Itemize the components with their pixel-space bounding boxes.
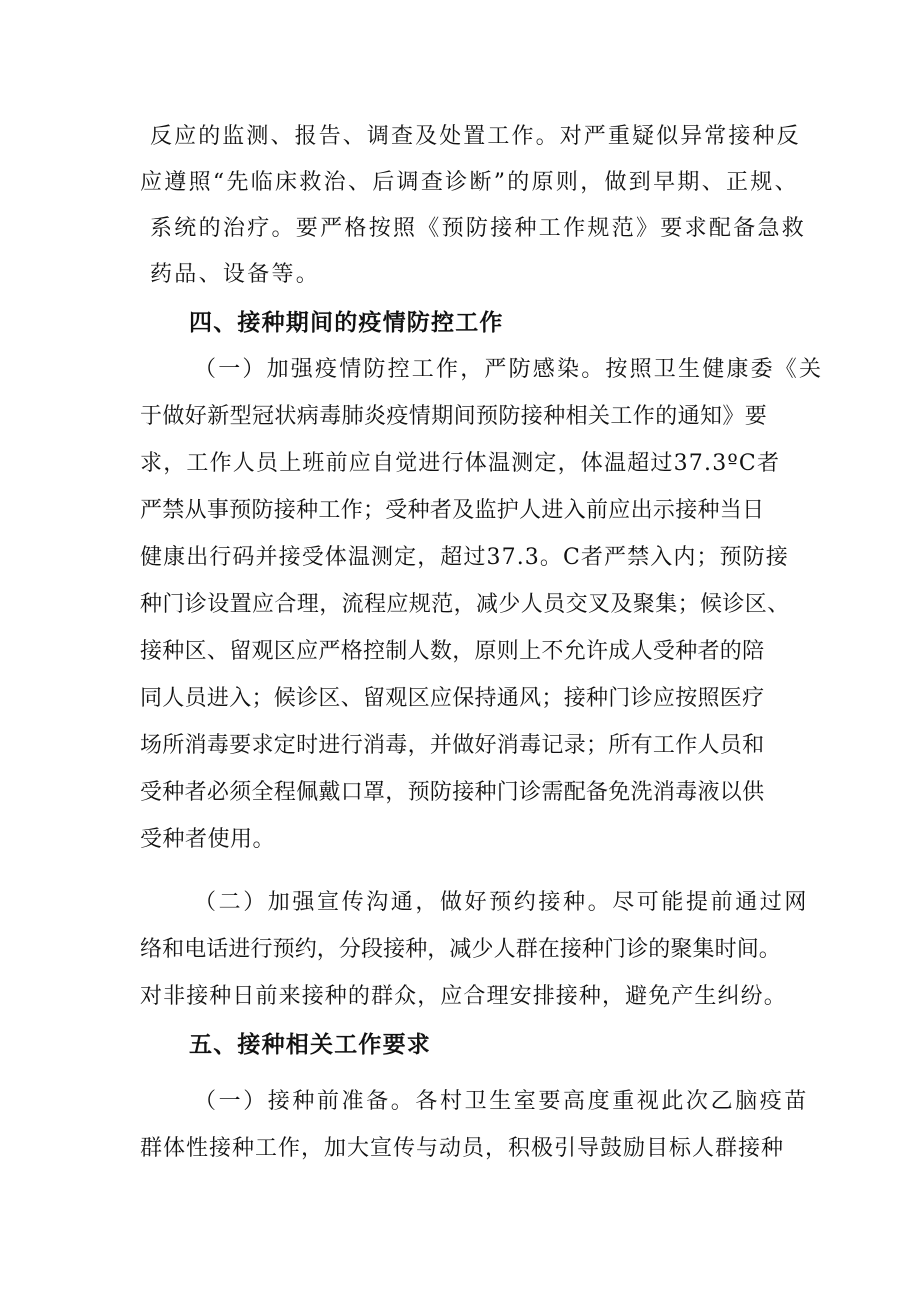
paragraph-line: 求，工作人员上班前应自觉进行体温测定，体温超过37.3ºC者 [140, 451, 781, 476]
paragraph-line: 种门诊设置应合理，流程应规范，减少人员交叉及聚集；候诊区、 [140, 592, 790, 617]
paragraph-line: 接种区、留观区应严格控制人数，原则上不允许成人受种者的陪 [140, 639, 765, 664]
paragraph-line: 应遵照“先临床救治、后调查诊断”的原则，做到早期、正规、 [140, 170, 799, 195]
paragraph-line: 系统的治疗。要严格按照《预防接种工作规范》要求配备急救 [150, 216, 807, 241]
paragraph-line: 健康出行码并接受体温测定，超过37.3。C者严禁入内；预防接 [140, 545, 789, 570]
section-heading: 五、接种相关工作要求 [189, 1032, 431, 1058]
paragraph-line: 场所消毒要求定时进行消毒，并做好消毒记录；所有工作人员和 [140, 733, 765, 758]
paragraph-line: 受种者必须全程佩戴口罩，预防接种门诊需配备免洗消毒液以供 [140, 780, 765, 805]
paragraph-line: 群体性接种工作，加大宣传与动员，积极引导鼓励目标人群接种 [140, 1136, 785, 1161]
paragraph-line: （一）加强疫情防控工作，严防感染。按照卫生健康委《关 [194, 357, 824, 382]
paragraph-line: 于做好新型冠状病毒肺炎疫情期间预防接种相关工作的通知》要 [140, 404, 768, 429]
paragraph-line: 对非接种日前来接种的群众，应合理安排接种，避免产生纠纷。 [140, 984, 787, 1009]
paragraph-line: 严禁从事预防接种工作；受种者及监护人进入前应出示接种当日 [140, 498, 765, 523]
paragraph-line: 药品、设备等。 [150, 262, 321, 287]
paragraph-line: （一）接种前准备。各村卫生室要高度重视此次乙脑疫苗 [194, 1089, 810, 1114]
paragraph-line: 反应的监测、报告、调查及处置工作。对严重疑似异常接种反 [150, 124, 801, 149]
paragraph-line: （二）加强宣传沟通，做好预约接种。尽可能提前通过网 [194, 890, 810, 915]
paragraph-line: 络和电话进行预约，分段接种，减少人群在接种门诊的聚集时间。 [140, 937, 781, 962]
section-heading: 四、接种期间的疫情防控工作 [189, 310, 504, 336]
paragraph-line: 同人员进入；候诊区、留观区应保持通风；接种门诊应按照医疗 [140, 686, 765, 711]
paragraph-line: 受种者使用。 [140, 827, 276, 852]
